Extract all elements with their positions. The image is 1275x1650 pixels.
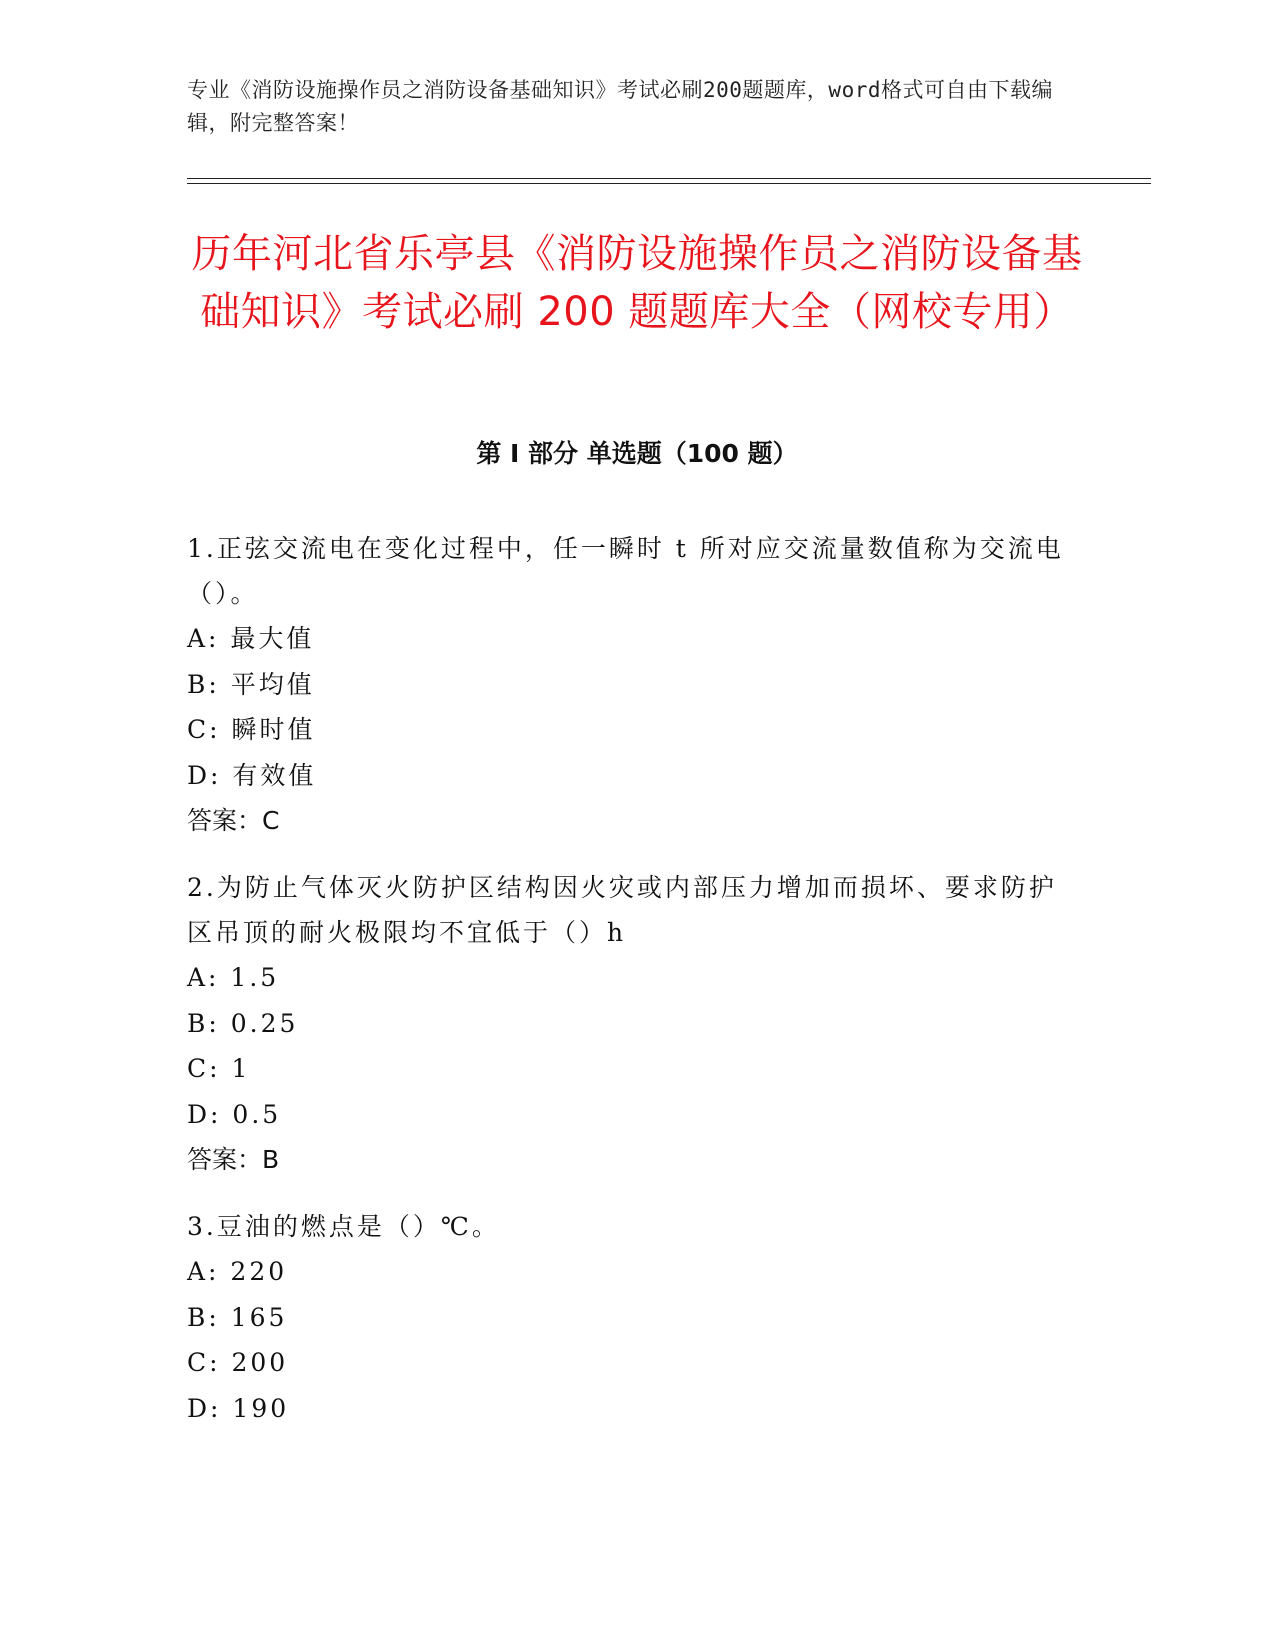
option-d: D: 0.5 <box>187 1099 282 1129</box>
answer: 答案：B <box>187 1145 280 1174</box>
option-c: C: 200 <box>187 1348 289 1377</box>
answer: 答案：C <box>187 806 280 835</box>
option-b: B: 平均值 <box>187 669 315 699</box>
option-a: A: 最大值 <box>187 624 315 653</box>
question-1 <box>187 526 1067 843</box>
option-c: C: 1 <box>187 1054 251 1083</box>
question-2 <box>187 865 1067 1182</box>
option-c: C: 瞬时值 <box>187 715 316 744</box>
option-d: D: 190 <box>187 1393 290 1423</box>
question-stem: 1.正弦交流电在变化过程中，任一瞬时 t 所对应交流量数值称为交流电（）。 <box>187 534 1064 608</box>
question-stem: 3.豆油的燃点是（）℃。 <box>187 1212 500 1241</box>
section-title: 第 I 部分 单选题（100 题） <box>476 439 798 468</box>
document-title: 历年河北省乐亭县《消防设施操作员之消防设备基础知识》考试必刷 200 题题库大全（网校专用） <box>191 231 1083 335</box>
question-3 <box>187 1204 1067 1431</box>
header-rule-bottom <box>187 183 1151 184</box>
option-a: A: 1.5 <box>187 963 280 992</box>
header-rule-top <box>187 178 1151 179</box>
option-d: D: 有效值 <box>187 760 317 790</box>
question-stem: 2.为防止气体灭火防护区结构因火灾或内部压力增加而损坏、要求防护区吊顶的耐火极限均不宜低于（）h <box>187 873 1057 947</box>
question-list <box>187 526 1067 1453</box>
header-note: 专业《消防设施操作员之消防设备基础知识》考试必刷200题题库，word格式可自由下载编辑，附完整答案！ <box>187 78 1053 135</box>
option-a: A: 220 <box>187 1257 288 1286</box>
option-b: B: 0.25 <box>187 1008 299 1038</box>
option-b: B: 165 <box>187 1302 288 1332</box>
